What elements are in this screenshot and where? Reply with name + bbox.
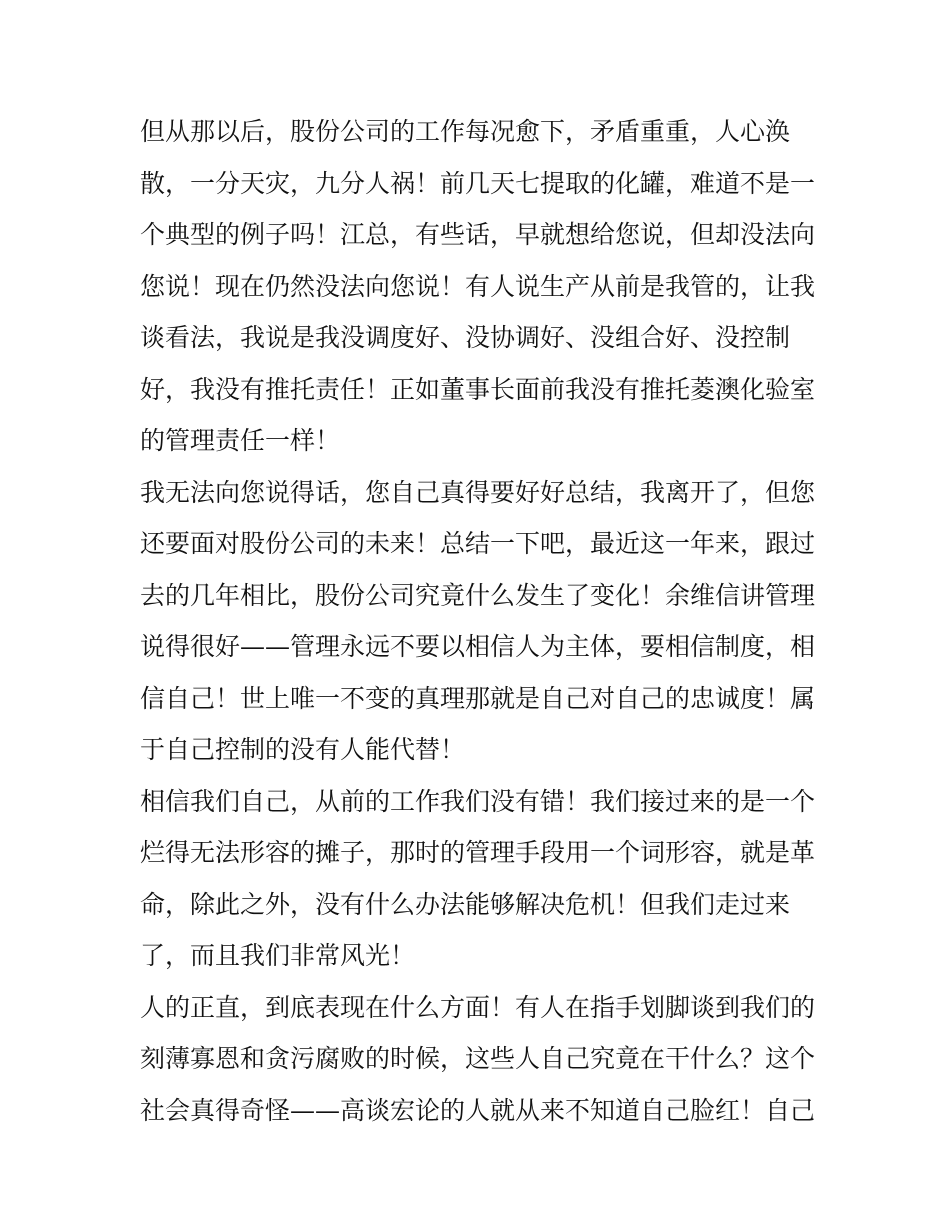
body-text bbox=[140, 106, 820, 1136]
text-line: 去的几年相比，股份公司究竟什么发生了变化！余维信讲管理 bbox=[140, 580, 816, 610]
text-line: 我无法向您说得话，您自己真得要好好总结，我离开了，但您 bbox=[140, 477, 816, 507]
text-line: 的管理责任一样！ bbox=[140, 426, 341, 455]
text-line: 刻薄寡恩和贪污腐败的时候，这些人自己究竟在干什么？这个 bbox=[140, 1044, 816, 1073]
text-line: 还要面对股份公司的未来！总结一下吧，最近这一年来，跟过 bbox=[140, 529, 816, 558]
text-line: 说得很好——管理永远不要以相信人为主体，要相信制度，相 bbox=[140, 632, 816, 661]
text-line: 人的正直，到底表现在什么方面！有人在指手划脚谈到我们的 bbox=[140, 992, 816, 1022]
text-line: 个典型的例子吗！江总，有些话，早就想给您说，但却没法向 bbox=[140, 220, 816, 249]
text-line: 了，而且我们非常风光！ bbox=[140, 941, 416, 970]
text-line: 谈看法，我说是我没调度好、没协调好、没组合好、没控制 bbox=[140, 323, 791, 352]
text-line: 信自己！世上唯一不变的真理那就是自己对自己的忠诚度！属 bbox=[140, 683, 816, 713]
text-line: 命，除此之外，没有什么办法能够解决危机！但我们走过来 bbox=[140, 889, 791, 919]
text-line: 于自己控制的没有人能代替！ bbox=[140, 735, 466, 764]
text-line: 相信我们自己，从前的工作我们没有错！我们接过来的是一个 bbox=[140, 786, 816, 816]
text-line: 烂得无法形容的摊子，那时的管理手段用一个词形容，就是革 bbox=[140, 838, 816, 867]
text-line: 好，我没有推托责任！正如董事长面前我没有推托菱澳化验室 bbox=[140, 374, 816, 404]
text-line: 社会真得奇怪——高谈宏论的人就从来不知道自己脸红！自己 bbox=[140, 1095, 816, 1125]
text-line: 您说！现在仍然没法向您说！有人说生产从前是我管的，让我 bbox=[140, 271, 816, 301]
text-line: 散，一分天灾，九分人祸！前几天七提取的化罐，难道不是一 bbox=[140, 168, 816, 198]
text-line: 但从那以后，股份公司的工作每况愈下，矛盾重重，人心涣 bbox=[140, 117, 791, 146]
